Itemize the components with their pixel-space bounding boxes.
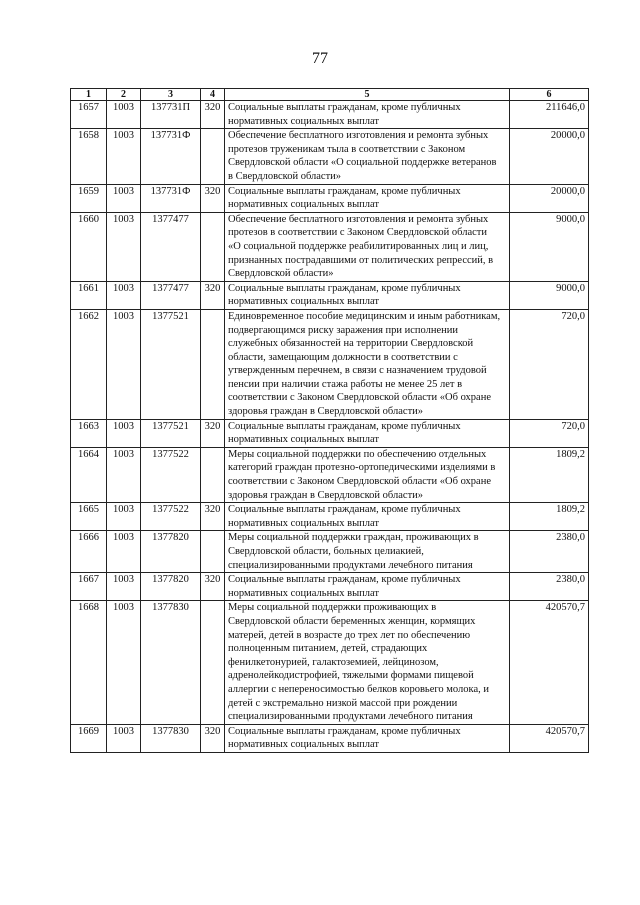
item-description	[225, 419, 510, 447]
description-line: адренолейкодистрофией, тяжелыми формами пищевой	[228, 670, 474, 682]
description-line: нормативных социальных выплат	[228, 587, 379, 599]
target-code: 137731Ф	[141, 129, 201, 184]
section-code: 1003	[107, 531, 141, 573]
description-line: области, замещающим должности в соответствии с	[228, 351, 458, 363]
amount: 720,0	[510, 309, 589, 419]
description-line: здоровья граждан в Свердловской области»	[228, 489, 424, 501]
expense-type-code: 320	[201, 573, 225, 601]
item-description	[225, 129, 510, 184]
table-row	[71, 184, 589, 212]
section-code: 1003	[107, 419, 141, 447]
amount: 9000,0	[510, 212, 589, 281]
description-line: Социальные выплаты гражданам, кроме публичных	[228, 574, 461, 586]
description-line: служебных обязанностей на территории Свердловской	[228, 338, 474, 350]
amount: 211646,0	[510, 101, 589, 129]
table-row	[71, 419, 589, 447]
row-number: 1658	[71, 129, 107, 184]
description-line: Социальные выплаты гражданам, кроме публичных	[228, 504, 461, 516]
description-line: нормативных социальных выплат	[228, 517, 379, 529]
description-line: нормативных социальных выплат	[228, 434, 379, 446]
section-code: 1003	[107, 129, 141, 184]
description-line: аллергии с непереносимостью белков коровьего молока, и	[228, 683, 490, 695]
target-code: 137731Ф	[141, 184, 201, 212]
description-line: нормативных социальных выплат	[228, 115, 379, 127]
header-row	[71, 89, 589, 101]
column-header-5: 5	[225, 89, 510, 101]
description-line: полноценным питанием, детей, страдающих	[228, 643, 428, 655]
row-number: 1664	[71, 447, 107, 502]
row-number: 1660	[71, 212, 107, 281]
item-description	[225, 573, 510, 601]
expense-type-code	[201, 601, 225, 724]
item-description	[225, 601, 510, 724]
table-row	[71, 573, 589, 601]
expense-type-code	[201, 309, 225, 419]
table-row	[71, 531, 589, 573]
description-line: Социальные выплаты гражданам, кроме публичных	[228, 725, 461, 737]
section-code: 1003	[107, 724, 141, 752]
row-number: 1659	[71, 184, 107, 212]
budget-table	[70, 88, 589, 753]
section-code: 1003	[107, 447, 141, 502]
expense-type-code: 320	[201, 724, 225, 752]
description-line: Меры социальной поддержки граждан, проживающих в	[228, 532, 479, 544]
amount: 420570,7	[510, 724, 589, 752]
item-description	[225, 447, 510, 502]
expense-type-code	[201, 129, 225, 184]
row-number: 1667	[71, 573, 107, 601]
amount: 9000,0	[510, 281, 589, 309]
description-line: пенсии при наличии стажа работы не менее 25 лет в	[228, 378, 463, 390]
table-row	[71, 212, 589, 281]
description-line: соответствии с Законом Свердловской области «Об охране	[228, 392, 491, 404]
description-line: соответствии с Законом Свердловской области «Об охране	[228, 476, 491, 488]
description-line: Свердловской области «О социальной поддержке ветеранов	[228, 157, 497, 169]
amount: 20000,0	[510, 184, 589, 212]
column-header-4: 4	[201, 89, 225, 101]
expense-type-code: 320	[201, 503, 225, 531]
expense-type-code: 320	[201, 184, 225, 212]
item-description	[225, 212, 510, 281]
description-line: Свердловской области»	[228, 268, 334, 280]
table-row	[71, 503, 589, 531]
amount: 1809,2	[510, 503, 589, 531]
description-line: протезов в соответствии с Законом Свердловской области	[228, 227, 487, 239]
target-code: 1377477	[141, 281, 201, 309]
row-number: 1665	[71, 503, 107, 531]
description-line: утвержденным перечнем, в связи с назначением трудовой	[228, 365, 487, 377]
amount: 20000,0	[510, 129, 589, 184]
section-code: 1003	[107, 601, 141, 724]
target-code: 1377830	[141, 601, 201, 724]
item-description	[225, 309, 510, 419]
table-row	[71, 129, 589, 184]
target-code: 1377820	[141, 531, 201, 573]
column-header-3: 3	[141, 89, 201, 101]
description-line: подвергающимся риску заражения при исполнении	[228, 324, 459, 336]
description-line: Социальные выплаты гражданам, кроме публичных	[228, 102, 461, 113]
target-code: 1377522	[141, 503, 201, 531]
row-number: 1669	[71, 724, 107, 752]
item-description	[225, 101, 510, 129]
table-row	[71, 724, 589, 752]
section-code: 1003	[107, 101, 141, 129]
section-code: 1003	[107, 184, 141, 212]
expense-type-code	[201, 531, 225, 573]
target-code: 1377820	[141, 573, 201, 601]
amount: 1809,2	[510, 447, 589, 502]
table-row	[71, 309, 589, 419]
description-line: Меры социальной поддержки по обеспечению отдельных	[228, 448, 487, 460]
description-line: «О социальной поддержке реабилитированных лиц и лиц,	[228, 240, 489, 252]
description-line: матерей, детей в возрасте до трех лет по обеспечению	[228, 629, 471, 641]
description-line: детей с экстремально низкой массой при рождении	[228, 697, 458, 709]
expense-type-code	[201, 447, 225, 502]
table-header	[71, 89, 589, 101]
row-number: 1657	[71, 101, 107, 129]
row-number: 1666	[71, 531, 107, 573]
description-line: Обеспечение бесплатного изготовления и ремонта зубных	[228, 213, 489, 225]
description-line: Обеспечение бесплатного изготовления и ремонта зубных	[228, 130, 489, 142]
target-code: 137731П	[141, 101, 201, 129]
description-line: специализированными продуктами лечебного питания	[228, 711, 473, 723]
item-description	[225, 531, 510, 573]
description-line: в Свердловской области»	[228, 170, 342, 182]
row-number: 1663	[71, 419, 107, 447]
expense-type-code: 320	[201, 281, 225, 309]
section-code: 1003	[107, 281, 141, 309]
table-row	[71, 281, 589, 309]
table-row	[71, 447, 589, 502]
target-code: 1377521	[141, 419, 201, 447]
description-line: Меры социальной поддержки проживающих в	[228, 602, 437, 614]
section-code: 1003	[107, 503, 141, 531]
expense-type-code: 320	[201, 101, 225, 129]
expense-type-code	[201, 212, 225, 281]
row-number: 1662	[71, 309, 107, 419]
item-description	[225, 724, 510, 752]
description-line: фенилкетонурией, галактоземией, лейцинозом,	[228, 656, 439, 668]
column-header-6: 6	[510, 89, 589, 101]
table-body	[71, 101, 589, 753]
target-code: 1377830	[141, 724, 201, 752]
description-line: Единовременное пособие медицинским и иным работникам,	[228, 310, 501, 322]
column-header-1: 1	[71, 89, 107, 101]
target-code: 1377522	[141, 447, 201, 502]
description-line: Свердловской области, больных целиакией,	[228, 546, 424, 557]
section-code: 1003	[107, 309, 141, 419]
description-line: нормативных социальных выплат	[228, 296, 379, 308]
target-code: 1377477	[141, 212, 201, 281]
table-row	[71, 101, 589, 129]
description-line: нормативных социальных выплат	[228, 739, 379, 751]
description-line: категорий граждан протезно-ортопедическими изделиями в	[228, 462, 496, 474]
description-line: признанных пострадавшими от политических репрессий, в	[228, 254, 494, 266]
target-code: 1377521	[141, 309, 201, 419]
amount: 2380,0	[510, 573, 589, 601]
item-description	[225, 184, 510, 212]
description-line: протезов труженикам тыла в соответствии с Законом	[228, 143, 466, 155]
description-line: нормативных социальных выплат	[228, 199, 379, 211]
description-line: здоровья граждан в Свердловской области»	[228, 406, 424, 418]
description-line: Социальные выплаты гражданам, кроме публичных	[228, 185, 461, 197]
row-number: 1668	[71, 601, 107, 724]
table-row	[71, 601, 589, 724]
amount: 420570,7	[510, 601, 589, 724]
row-number: 1661	[71, 281, 107, 309]
amount: 720,0	[510, 419, 589, 447]
description-line: Социальные выплаты гражданам, кроме публичных	[228, 420, 461, 432]
expense-type-code: 320	[201, 419, 225, 447]
column-header-2: 2	[107, 89, 141, 101]
page-number: 77	[312, 50, 328, 67]
description-line: Социальные выплаты гражданам, кроме публичных	[228, 282, 461, 294]
amount: 2380,0	[510, 531, 589, 573]
section-code: 1003	[107, 573, 141, 601]
description-line: Свердловской области беременных женщин, кормящих	[228, 615, 476, 627]
section-code: 1003	[107, 212, 141, 281]
item-description	[225, 281, 510, 309]
description-line: специализированными продуктами лечебного питания	[228, 559, 473, 571]
item-description	[225, 503, 510, 531]
